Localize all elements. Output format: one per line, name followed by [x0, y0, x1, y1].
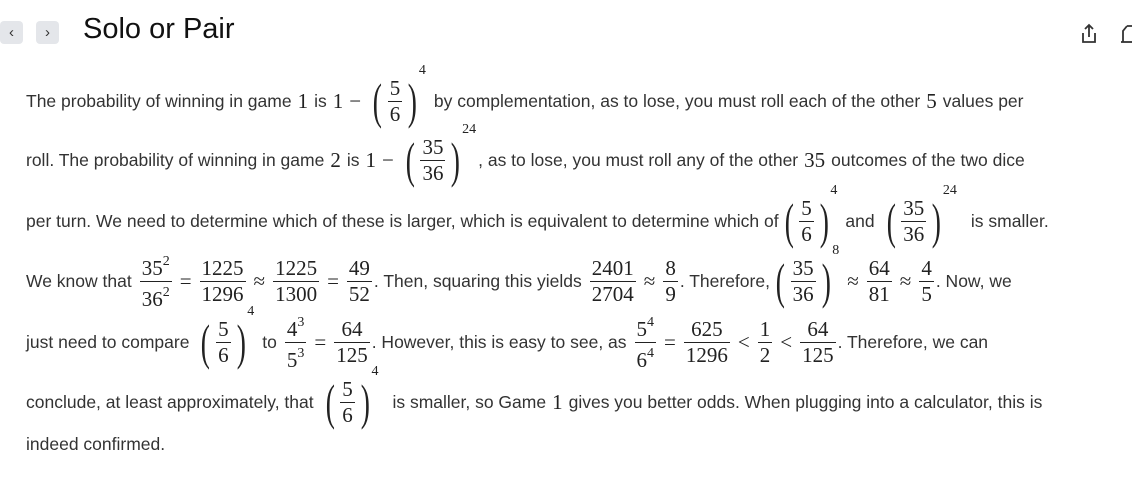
exponent: 4	[647, 345, 655, 361]
math-less-than: <	[737, 329, 750, 354]
text-span: . Now, we	[935, 270, 1012, 291]
denominator: 36	[422, 160, 444, 185]
math-number: 2	[330, 147, 341, 172]
numerator: 8	[665, 255, 676, 280]
exponent: 4	[371, 364, 379, 379]
text-span: We know that	[26, 270, 132, 291]
fraction-5pow4-6pow4	[635, 313, 657, 372]
paren-fraction: ( $\frac{5}{6}$ ) 4	[201, 304, 255, 370]
math-equals: =	[664, 329, 676, 354]
text-line-7	[26, 414, 1116, 474]
numerator: 5	[801, 195, 812, 220]
math-number: 1	[365, 147, 376, 172]
denominator: 81	[868, 281, 890, 306]
paren-fraction: ( $\frac{35}{36}$ ) 24	[886, 183, 957, 249]
numerator: 64	[868, 255, 890, 280]
exponent: 4	[247, 304, 255, 319]
text-span: just need to compare	[26, 331, 190, 352]
text-span: is	[346, 149, 360, 170]
math-number: 1	[332, 88, 344, 113]
text-span: The probability of winning in game	[26, 90, 292, 111]
math-equals: =	[327, 268, 339, 293]
share-icon	[1078, 22, 1100, 46]
exponent: 3	[297, 314, 305, 330]
denominator: 6	[636, 347, 648, 372]
math-minus: −	[349, 88, 362, 113]
numerator: 5	[636, 316, 648, 341]
numerator: 64	[341, 316, 363, 341]
numerator: 1	[759, 316, 771, 341]
exponent: 3	[297, 345, 305, 361]
top-bar	[0, 0, 1133, 62]
denominator: 125	[802, 342, 834, 367]
text-line-3	[26, 183, 1116, 251]
numerator: 2401	[591, 255, 634, 280]
text-line-1	[26, 63, 1116, 131]
denominator: 5	[921, 281, 932, 306]
fraction-4cube-5cube	[285, 313, 307, 372]
text-span: is smaller.	[970, 210, 1049, 231]
denominator: 36	[792, 281, 814, 306]
paren-fraction: ( $\frac{5}{6}$ ) 4	[325, 364, 379, 430]
chevron-right-icon: ›	[45, 24, 50, 41]
forward-button[interactable]	[36, 21, 59, 44]
text-span: values per	[942, 90, 1024, 111]
denominator: 1296	[201, 281, 244, 306]
denominator: 9	[665, 281, 676, 306]
denominator: 1296	[685, 342, 728, 367]
numerator: 35	[141, 255, 163, 280]
denominator: 6	[342, 402, 353, 427]
numerator: 35	[422, 134, 444, 159]
numerator: 35	[792, 255, 814, 280]
text-span: indeed confirmed.	[26, 433, 166, 454]
exponent: 4	[418, 63, 426, 78]
math-approx: ≈	[899, 268, 912, 293]
numerator: 4	[286, 316, 298, 341]
page-title: Solo or Pair	[83, 13, 235, 45]
text-span: . However, this is easy to see, as	[371, 331, 627, 352]
denominator: 2704	[591, 281, 634, 306]
text-span: . Therefore,	[679, 270, 770, 291]
exponent: 2	[162, 253, 170, 269]
text-span: . Therefore, we can	[837, 331, 989, 352]
text-span: to	[262, 331, 277, 352]
text-span: outcomes of the two dice	[831, 149, 1025, 170]
edit-icon	[1117, 22, 1133, 46]
denominator: 6	[389, 101, 401, 126]
text-span: by complementation, as to lose, you must roll each of the other	[433, 90, 921, 111]
numerator: 1225	[201, 255, 244, 280]
text-line-4	[26, 243, 1116, 311]
denominator: 5	[286, 347, 298, 372]
text-span: , as to lose, you must roll any of the other	[478, 149, 799, 170]
edit-button[interactable]	[1117, 22, 1133, 46]
text-span: is smaller, so Game	[392, 391, 547, 412]
text-span: . Then, squaring this yields	[373, 270, 582, 291]
paren-fraction: ( $\frac{35}{36}$ ) 8	[775, 243, 840, 309]
numerator: 49	[348, 255, 370, 280]
denominator: 6	[801, 221, 812, 246]
numerator: 35	[903, 195, 925, 220]
paren-fraction: ( $\frac{5}{6}$ ) 4	[372, 63, 426, 129]
math-number: 1	[297, 88, 309, 113]
exponent: 24	[462, 122, 477, 137]
exponent: 8	[832, 243, 840, 258]
math-minus: −	[381, 147, 394, 172]
text-span: and	[845, 210, 875, 231]
text-line-5	[26, 304, 1116, 372]
text-span: per turn. We need to determine which of these is larger, which is equivalent to determine which of	[26, 210, 779, 231]
numerator: 1225	[275, 255, 318, 280]
math-approx: ≈	[253, 268, 266, 293]
denominator: 36	[141, 286, 163, 311]
exponent: 4	[647, 314, 655, 330]
numerator: 64	[807, 316, 829, 341]
denominator: 2	[759, 342, 771, 367]
numerator: 625	[691, 316, 723, 341]
paren-fraction: ( $\frac{5}{6}$ ) 4	[784, 183, 838, 249]
text-span: is	[314, 90, 327, 111]
numerator: 4	[921, 255, 932, 280]
back-button[interactable]	[0, 21, 23, 44]
paren-fraction: ( $\frac{35}{36}$ ) 24	[405, 122, 477, 188]
fraction-35sq-36sq	[140, 252, 172, 311]
denominator: 6	[218, 342, 229, 367]
denominator: 36	[903, 221, 925, 246]
math-equals: =	[179, 268, 192, 293]
math-approx: ≈	[847, 268, 859, 293]
math-number: 1	[552, 389, 563, 414]
exponent: 2	[162, 284, 170, 300]
exponent: 24	[942, 183, 957, 198]
solution-text	[26, 63, 1116, 476]
text-span: roll. The probability of winning in game	[26, 149, 325, 170]
math-number: 35	[804, 147, 826, 172]
numerator: 5	[342, 376, 353, 401]
exponent: 4	[830, 183, 838, 198]
math-equals: =	[314, 329, 327, 354]
text-span: gives you better odds. When plugging into a calculator, this is	[568, 391, 1043, 412]
numerator: 5	[389, 75, 401, 100]
math-number: 5	[926, 88, 937, 113]
share-button[interactable]	[1078, 22, 1100, 46]
math-less-than: <	[780, 329, 793, 354]
denominator: 1300	[275, 281, 318, 306]
text-line-2	[26, 122, 1116, 190]
chevron-left-icon: ‹	[9, 24, 14, 41]
denominator: 125	[336, 342, 368, 367]
text-span: conclude, at least approximately, that	[26, 391, 314, 412]
math-approx: ≈	[643, 268, 656, 293]
numerator: 5	[218, 316, 229, 341]
denominator: 52	[348, 281, 370, 306]
